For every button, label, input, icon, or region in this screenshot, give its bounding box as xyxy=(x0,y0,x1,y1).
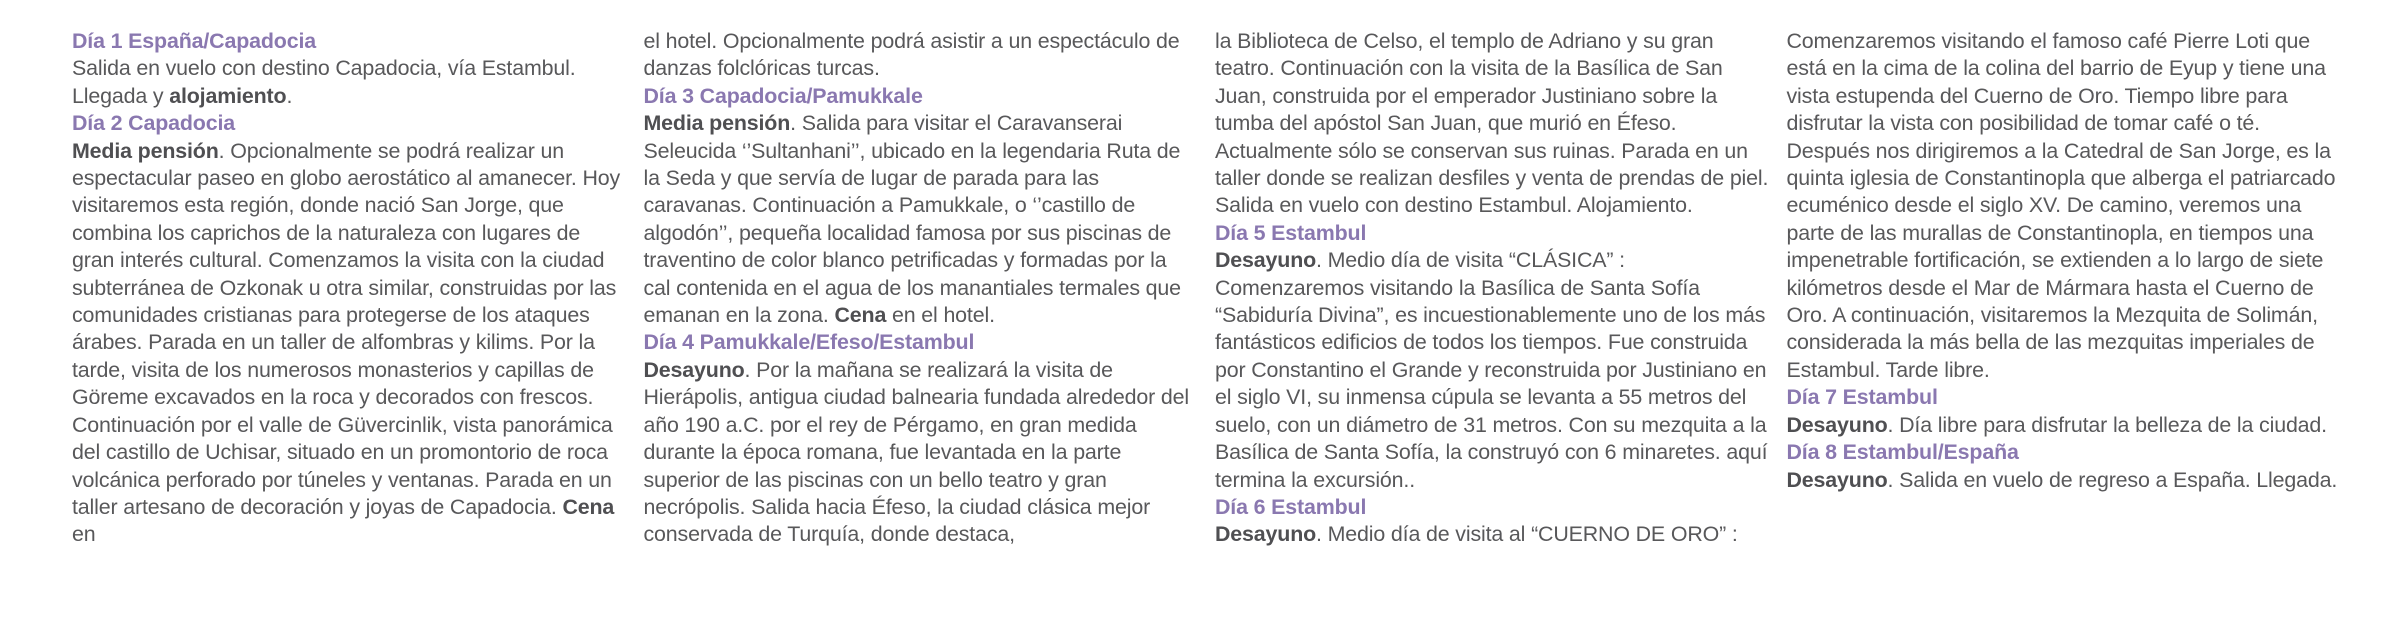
day-1-title: Día 1 España/Capadocia xyxy=(72,29,316,53)
day-6-continued-text: Comenzaremos visitando el famoso café Pierre Loti que está en la cima de la colina del barrio de Eyup y tiene una vista estupenda del Cuerno de Oro. Tiempo libre para disfrutar la vista con posibilidad de tomar café o té. Después nos dirigiremos a la Catedral de San Jorge, es la quinta iglesia de Constantinopla que alberga el patriarcado ecuménico desde el siglo XV. De camino, veremos una parte de las murallas de Constantinopla, en tiempos una impenetrable fortificación, se extienden a lo largo de siete kilómetros desde el Mar de Mármara hasta el Cuerno de Oro. A continuación, visitaremos la Mezquita de Solimán, considerada la más bella de las mezquitas imperiales de Estambul. Tarde libre. xyxy=(1786,29,2336,382)
day-4-continued-text: la Biblioteca de Celso, el templo de Adriano y su gran teatro. Continuación con la visita de la Basílica de San Juan, construida por el emperador Justiniano sobre la tumba del apóstol San Juan, que murió en Éfeso. Actualmente sólo se conservan sus ruinas. Parada en un taller donde se realizan desfiles y venta de prendas de piel. Salida en vuelo con destino Estambul. Alojamiento. xyxy=(1215,29,1769,218)
column-2 xyxy=(644,28,1200,608)
breakfast-label: Desayuno xyxy=(1215,522,1317,547)
day-2-title: Día 2 Capadocia xyxy=(72,111,235,136)
itinerary-page xyxy=(72,28,2342,608)
day-6-title: Día 6 Estambul xyxy=(1215,494,1367,519)
day-3-text: Media pensión. Salida para visitar el Caravanserai Seleucida ‘’Sultanhani’’, ubicado en la legendaria Ruta de la Seda y que servía de lugar de parada para las caravanas. Continuación a Pamukkale, o ‘’castillo de algodón’’, pequeña localidad famosa por sus piscinas de traventino de color blanco petrificadas y formadas por la cal contenida en el agua de los manantiales termales que emanan en la zona. Cena en el hotel. xyxy=(643,111,1181,328)
half-board-label: Media pensión xyxy=(643,111,791,136)
day-6-text: Desayuno. Medio día de visita al “CUERNO DE ORO” : xyxy=(1215,522,1738,547)
day-1-text: Salida en vuelo con destino Capadocia, vía Estambul. Llegada y alojamiento. xyxy=(72,56,576,108)
day-2-continued-text: el hotel. Opcionalmente podrá asistir a un espectáculo de danzas folclóricas turcas. xyxy=(643,29,1180,81)
day-4-title: Día 4 Pamukkale/Efeso/Estambul xyxy=(643,330,975,355)
day-7-text: Desayuno. Día libre para disfrutar la belleza de la ciudad. xyxy=(1786,412,2327,437)
breakfast-label: Desayuno xyxy=(1786,412,1888,437)
accommodation-label: alojamiento xyxy=(169,83,287,108)
breakfast-label: Desayuno xyxy=(1786,467,1888,492)
column-3 xyxy=(1215,28,1771,608)
breakfast-label: Desayuno xyxy=(1215,248,1317,273)
half-board-label: Media pensión xyxy=(72,138,219,163)
column-4 xyxy=(1787,28,2343,608)
day-5-text: Desayuno. Medio día de visita “CLÁSICA” : Comenzaremos visitando la Basílica de Santa Sofía “Sabiduría Divina”, es incuestionablemente uno de los más fantásticos edificios de todos los tiempos. Fue construida por Constantino el Grande y reconstruida por Justiniano en el siglo VI, su inmensa cúpula se levanta a 55 metros del suelo, con un diámetro de 31 metros. Con su mezquita a la Basílica de Santa Sofía, la construyó con 6 minaretes. aquí termina la excursión.. xyxy=(1215,248,1768,492)
column-1 xyxy=(72,28,628,608)
breakfast-label: Desayuno xyxy=(643,357,745,382)
day-8-text: Desayuno. Salida en vuelo de regreso a España. Llegada. xyxy=(1786,467,2338,492)
dinner-label: Cena xyxy=(562,494,615,519)
day-5-title: Día 5 Estambul xyxy=(1215,220,1367,245)
day-2-text: Media pensión. Opcionalmente se podrá realizar un espectacular paseo en globo aerostático al amanecer. Hoy visitaremos esta región, donde nació San Jorge, que combina los caprichos de la naturaleza con lugares de gran interés cultural. Comenzamos la visita con la ciudad subterránea de Ozkonak u otra similar, construidas por las comunidades cristianas para protegerse de los ataques árabes. Parada en un taller de alfombras y kilims. Por la tarde, visita de los numerosos monasterios y capillas de Göreme excavados en la roca y decorados con frescos. Continuación por el valle de Güvercinlik, vista panorámica del castillo de Uchisar, situado en un promontorio de roca volcánica perforado por túneles y ventanas. Parada en un taller artesano de decoración y joyas de Capadocia. Cena en xyxy=(72,138,621,547)
day-3-title: Día 3 Capadocia/Pamukkale xyxy=(643,83,923,108)
day-8-title: Día 8 Estambul/España xyxy=(1786,440,2019,465)
day-4-text: Desayuno. Por la mañana se realizará la visita de Hierápolis, antigua ciudad balnearia fundada alrededor del año 190 a.C. por el rey de Pérgamo, en gran medida durante la época romana, fue levantada en la parte superior de las piscinas con un bello teatro y gran necrópolis. Salida hacia Éfeso, la ciudad clásica mejor conservada de Turquía, donde destaca, xyxy=(643,357,1189,547)
day-7-title: Día 7 Estambul xyxy=(1786,385,1938,410)
dinner-label: Cena xyxy=(834,303,887,328)
